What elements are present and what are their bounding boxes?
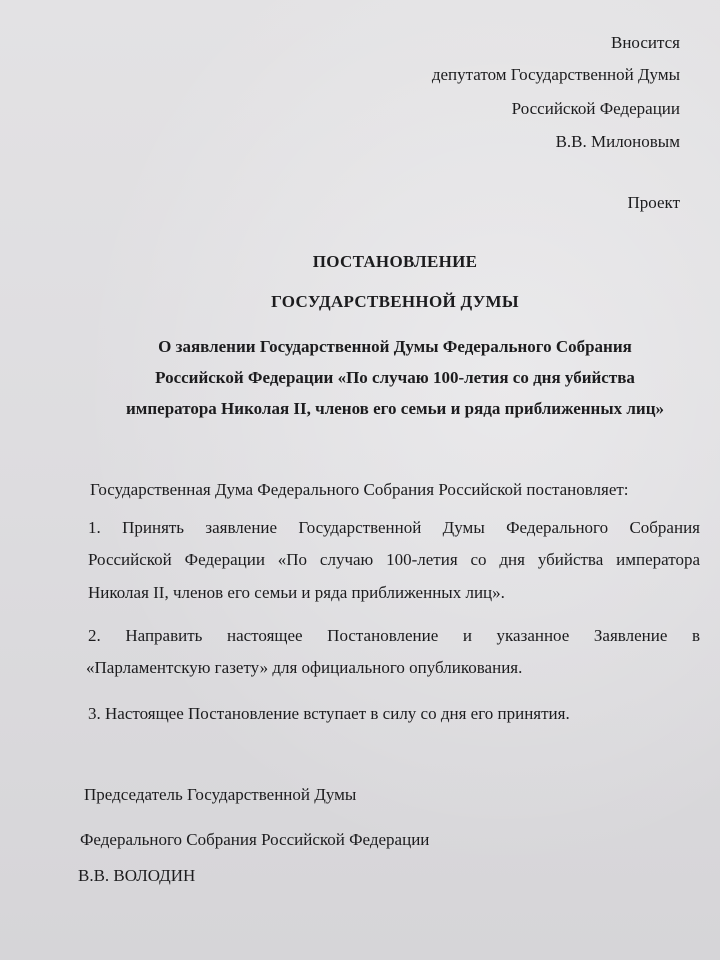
signature-title-line-1: Председатель Государственной Думы [84, 785, 357, 804]
introduced-line-1: Вносится [610, 33, 680, 52]
introduced-line-4: В.В. Милоновым [555, 132, 680, 151]
draft-label: Проект [627, 193, 680, 212]
item-3: 3. Настоящее Постановление вступает в силу со дня его принятия. [88, 704, 570, 723]
signature-title-line-2: Федерального Собрания Российской Федерации [80, 830, 430, 849]
item-1-line-2: Российской Федерации «По случаю 100-летия со дня убийства императора [88, 550, 700, 569]
subject-line-1: О заявлении Государственной Думы Федерального Собрания [158, 337, 632, 356]
introduced-line-2: депутатом Государственной Думы [431, 65, 680, 84]
subject-line-2: Российской Федерации «По случаю 100-летия со дня убийства [155, 368, 635, 387]
signatory-name: В.В. ВОЛОДИН [78, 866, 196, 885]
preamble: Государственная Дума Федерального Собрания Российской постановляет: [90, 480, 629, 499]
document-title-line-2: ГОСУДАРСТВЕННОЙ ДУМЫ [271, 292, 519, 311]
subject-line-3: императора Николая II, членов его семьи и ряда приближенных лиц» [125, 399, 664, 418]
item-1-line-1: 1. Принять заявление Государственной Думы Федерального Собрания [88, 518, 700, 537]
document-title-line-1: ПОСТАНОВЛЕНИЕ [312, 252, 478, 271]
item-1-line-3: Николая II, членов его семьи и ряда приближенных лиц». [88, 583, 505, 602]
introduced-line-3: Российской Федерации [511, 99, 680, 118]
item-2-line-1: 2. Направить настоящее Постановление и указанное Заявление в [88, 626, 700, 645]
item-2-line-2: «Парламентскую газету» для официального опубликования. [86, 658, 523, 677]
